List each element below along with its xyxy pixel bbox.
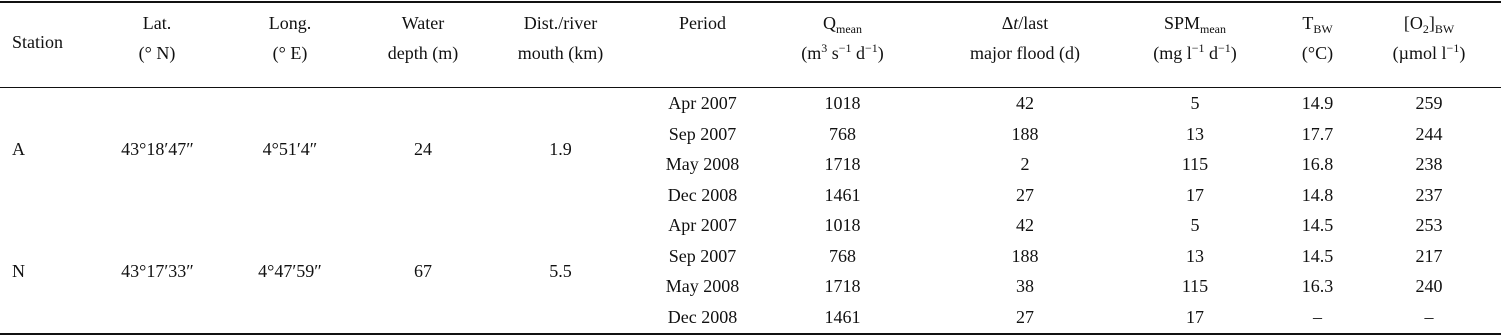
- tbw-cell: 14.9: [1301, 93, 1334, 113]
- period-cell: Dec 2008: [667, 184, 738, 205]
- header-spm-mean: $SPM_{mean}$ (mg $l^{-1}$ $d^{-1}$): [1153, 13, 1237, 63]
- period-cell: Sep 2007: [668, 123, 737, 144]
- spm-cell: 13: [1186, 123, 1204, 144]
- delta-t-cell: 38: [1016, 276, 1034, 296]
- delta-t-cell: 42: [1016, 215, 1034, 235]
- period-cell: Apr 2007: [668, 93, 737, 113]
- table-row: [0, 149, 1501, 180]
- qmean-cell: 768: [829, 123, 856, 144]
- o2-cell: 244: [1415, 123, 1443, 144]
- delta-t-cell: 42: [1016, 93, 1034, 113]
- delta-t-cell: 2: [1020, 154, 1030, 174]
- spm-cell: 13: [1186, 245, 1204, 266]
- station-long: 4°47′59″: [258, 261, 322, 281]
- header-delta-t: Δt/last major flood (d): [970, 13, 1080, 63]
- spm-cell: 115: [1181, 276, 1209, 296]
- header-period: Period: [679, 13, 726, 33]
- period-cell: Sep 2007: [668, 245, 737, 266]
- table-row: [0, 271, 1501, 302]
- qmean-cell: 1018: [824, 93, 861, 113]
- delta-t-cell: 27: [1016, 306, 1034, 327]
- o2-cell: 253: [1415, 215, 1443, 235]
- o2-cell: 217: [1415, 245, 1443, 266]
- table-row: [0, 88, 1501, 119]
- spm-cell: 17: [1186, 306, 1204, 327]
- spm-cell: 115: [1181, 154, 1209, 174]
- station-group-n: [0, 210, 1501, 332]
- tbw-cell: 14.5: [1301, 245, 1334, 266]
- spm-cell: 5: [1190, 93, 1200, 113]
- station-depth: 24: [414, 139, 432, 159]
- station-group-a: [0, 88, 1501, 210]
- header-o2-bw: $[O_2]_{BW}$ (µmol $l^{-1}$): [1392, 13, 1466, 63]
- o2-cell: 259: [1415, 93, 1443, 113]
- station-name: A: [12, 139, 25, 159]
- qmean-cell: 1461: [824, 306, 861, 327]
- header-tbw: $T_{BW}$ (°C): [1301, 13, 1334, 63]
- station-distance: 5.5: [549, 261, 572, 281]
- o2-cell: 238: [1415, 154, 1443, 174]
- qmean-cell: 1461: [824, 184, 861, 205]
- o2-cell: 237: [1415, 184, 1443, 205]
- header-long: Long. (° E): [268, 13, 312, 63]
- delta-t-cell: 27: [1016, 184, 1034, 205]
- tbw-cell: 14.5: [1301, 215, 1334, 235]
- tbw-cell: 17.7: [1301, 123, 1334, 144]
- header-station: Station: [12, 32, 64, 52]
- delta-t-cell: 188: [1011, 123, 1039, 144]
- tbw-cell: 16.8: [1301, 154, 1334, 174]
- top-rule: [0, 1, 1501, 3]
- tbw-cell: 16.3: [1301, 276, 1334, 296]
- header-distance: Dist./river mouth (km): [517, 13, 604, 63]
- o2-cell: –: [1424, 306, 1434, 327]
- qmean-cell: 1718: [824, 276, 861, 296]
- period-cell: May 2008: [665, 276, 740, 296]
- station-lat: 43°17′33″: [121, 261, 194, 281]
- o2-cell: 240: [1415, 276, 1443, 296]
- qmean-cell: 1018: [824, 215, 861, 235]
- tbw-cell: –: [1313, 306, 1322, 327]
- tbw-cell: 14.8: [1301, 184, 1334, 205]
- period-cell: May 2008: [665, 154, 740, 174]
- qmean-cell: 768: [829, 245, 856, 266]
- header-water-depth: Water depth (m): [387, 13, 459, 63]
- header-lat: Lat. (° N): [138, 13, 176, 63]
- table-row: [0, 210, 1501, 241]
- spm-cell: 5: [1190, 215, 1200, 235]
- table-row: [0, 241, 1501, 272]
- header-qmean: $Q_{mean}$ ($m^3$ $s^{-1}$ $d^{-1}$): [801, 13, 884, 63]
- station-distance: 1.9: [549, 139, 572, 159]
- period-cell: Dec 2008: [667, 306, 738, 327]
- station-lat: 43°18′47″: [121, 139, 194, 159]
- table-row: [0, 180, 1501, 211]
- station-name: N: [12, 261, 25, 281]
- period-cell: Apr 2007: [668, 215, 737, 235]
- qmean-cell: 1718: [824, 154, 861, 174]
- table-row: [0, 119, 1501, 150]
- station-long: 4°51′4″: [262, 139, 318, 159]
- bottom-rule: [0, 333, 1501, 335]
- station-depth: 67: [414, 261, 432, 281]
- table-row: [0, 302, 1501, 333]
- spm-cell: 17: [1186, 184, 1204, 205]
- delta-t-cell: 188: [1011, 245, 1039, 266]
